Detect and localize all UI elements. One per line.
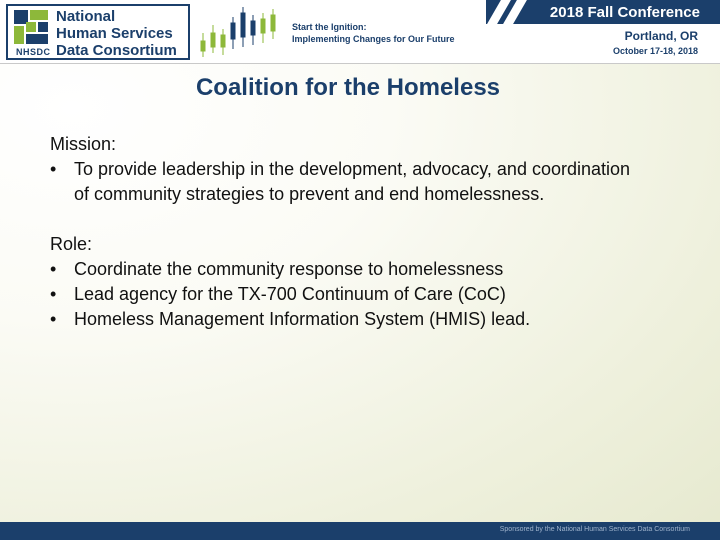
- header-banner: [0, 0, 720, 64]
- conference-title-banner: [486, 0, 720, 24]
- logo-grid-icon: [14, 10, 48, 44]
- footer-bar: [0, 522, 720, 540]
- conference-location: Portland, OR: [624, 29, 698, 43]
- bullet-icon: •: [50, 284, 57, 304]
- role-item: • Coordinate the community response to homelessness: [50, 257, 650, 282]
- role-item: • Homeless Management Information System (HMIS) lead.: [50, 307, 650, 332]
- logo-abbrev: NHSDC: [16, 47, 51, 57]
- mission-label: Mission:: [50, 134, 117, 154]
- conference-title: 2018 Fall Conference: [549, 4, 700, 21]
- bullet-icon: •: [50, 259, 57, 279]
- logo-name: National Human Services Data Consortium: [56, 8, 177, 59]
- bullet-icon: •: [50, 159, 57, 179]
- footer-sponsor-text: Sponsored by the National Human Services Data Consortium: [499, 526, 690, 533]
- role-item: • Lead agency for the TX-700 Continuum of Care (CoC): [50, 282, 650, 307]
- mission-item: • To provide leadership in the development, advocacy, and coordination of community strategies to prevent and end homelessness.: [50, 157, 650, 207]
- candlestick-chart-icon: [197, 3, 283, 61]
- conference-dates: October 17-18, 2018: [612, 46, 698, 56]
- slide-content: [50, 132, 650, 332]
- bullet-icon: •: [50, 309, 57, 329]
- conference-tagline: Start the Ignition: Implementing Changes for Our Future: [292, 22, 455, 44]
- nhsdc-logo: [6, 4, 190, 60]
- slide-title: Coalition for the Homeless: [195, 74, 501, 101]
- role-label: Role:: [50, 234, 93, 254]
